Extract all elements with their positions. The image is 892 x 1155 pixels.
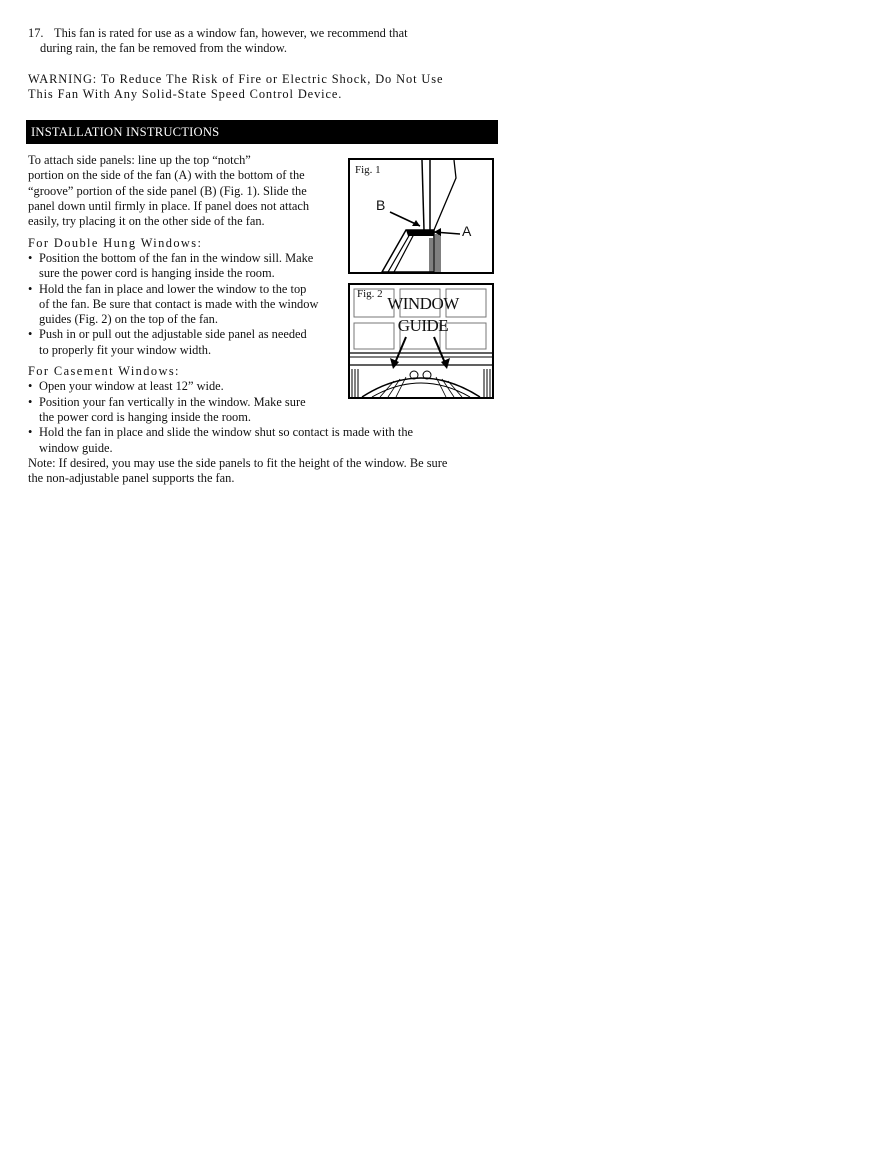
note-line: Note: If desired, you may use the side panels to fit the height of the window. Be sure	[28, 455, 448, 470]
figure-2	[348, 283, 494, 399]
double-hung-list	[28, 251, 343, 358]
paragraph-line: panel down until firmly in place. If panel does not attach	[28, 199, 310, 214]
paragraph-line: portion on the side of the fan (A) with the bottom of the	[28, 168, 305, 183]
list-item-line: window guide.	[39, 440, 113, 455]
caption-line: GUIDE	[397, 316, 449, 336]
figure-1	[348, 158, 494, 274]
bullet-icon: •	[28, 379, 33, 394]
list-item	[28, 327, 343, 358]
item-number: 17.	[28, 26, 44, 40]
list-item-line: guides (Fig. 2) on the top of the fan.	[39, 312, 218, 327]
list-item-line: Position your fan vertically in the window. Make sure	[39, 394, 306, 409]
item-17-line-2: during rain, the fan be removed from the window.	[40, 41, 287, 56]
list-item-line: the power cord is hanging inside the room.	[39, 409, 251, 424]
note-line: the non-adjustable panel supports the fan.	[28, 471, 235, 486]
list-item-line: Push in or pull out the adjustable side panel as needed	[39, 327, 307, 342]
list-item	[28, 251, 343, 282]
list-item	[28, 282, 343, 328]
bullet-icon: •	[28, 281, 33, 296]
caption-line: WINDOW	[387, 294, 459, 314]
window-guide-caption	[378, 293, 468, 337]
warning-text	[28, 72, 500, 103]
side-panel-illustration	[350, 160, 492, 272]
bullet-icon: •	[28, 250, 33, 265]
paragraph-line: “groove” portion of the side panel (B) (Fig. 1). Slide the	[28, 183, 307, 198]
side-panels-paragraph	[28, 153, 343, 229]
list-item-line: sure the power cord is hanging inside the room.	[39, 266, 275, 281]
figure-2-label: Fig. 2	[357, 288, 383, 301]
list-item	[28, 395, 498, 426]
item-17-line-1: This fan is rated for use as a window fan, however, we recommend that	[54, 26, 408, 40]
list-item	[28, 425, 498, 456]
label-b: B	[376, 197, 386, 214]
bullet-icon: •	[28, 394, 33, 409]
section-heading: INSTALLATION INSTRUCTIONS	[26, 120, 498, 144]
bullet-icon: •	[28, 425, 33, 440]
paragraph-line: To attach side panels: line up the top “notch”	[28, 153, 251, 168]
double-hung-heading: For Double Hung Windows:	[28, 235, 203, 250]
note-paragraph	[28, 456, 498, 487]
installation-body	[28, 153, 500, 486]
bullet-icon: •	[28, 327, 33, 342]
list-item-line: to properly fit your window width.	[39, 342, 212, 357]
list-item-line: Open your window at least 12” wide.	[39, 379, 224, 394]
list-item-line: Position the bottom of the fan in the window sill. Make	[39, 250, 314, 265]
list-item-line: Hold the fan in place and slide the window shut so contact is made with the	[39, 425, 414, 440]
list-item-line: Hold the fan in place and lower the window to the top	[39, 281, 307, 296]
manual-page	[28, 26, 500, 486]
warning-line-1: WARNING: To Reduce The Risk of Fire or Electric Shock, Do Not Use	[28, 71, 444, 86]
paragraph-line: easily, try placing it on the other side of the fan.	[28, 214, 265, 229]
item-17	[28, 26, 500, 57]
list-item-line: of the fan. Be sure that contact is made with the window	[39, 296, 319, 311]
casement-heading: For Casement Windows:	[28, 364, 180, 379]
warning-line-2: This Fan With Any Solid-State Speed Control Device.	[28, 86, 343, 101]
figure-1-label: Fig. 1	[355, 164, 381, 177]
label-a: A	[462, 223, 472, 240]
